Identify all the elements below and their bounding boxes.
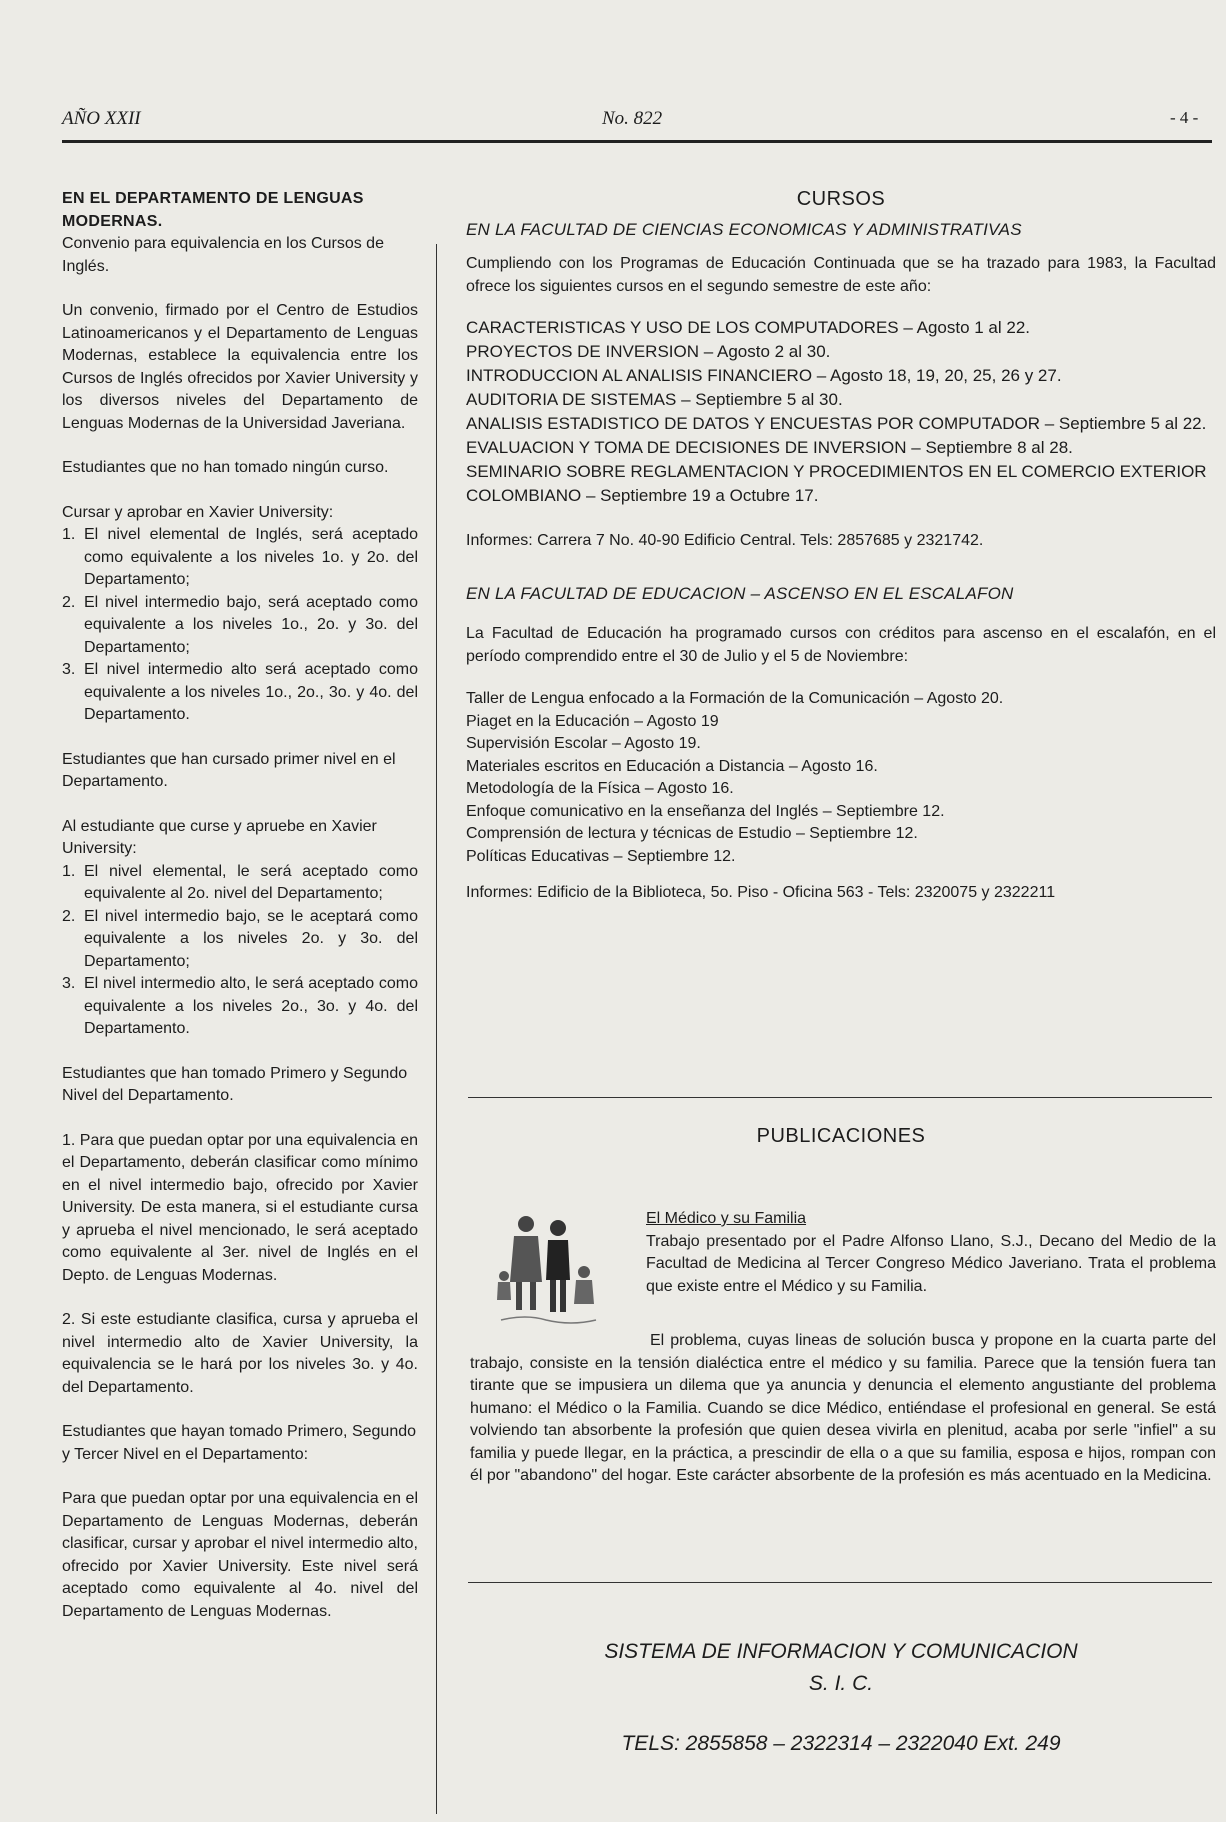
fac2-course-list [466, 688, 1216, 868]
publication-summary [646, 1208, 1216, 1298]
list-item: INTRODUCCION AL ANALISIS FINANCIERO – Agosto 18, 19, 20, 25, 26 y 27. [466, 366, 1062, 385]
list-item: SEMINARIO SOBRE REGLAMENTACION Y PROCEDIMIENTOS EN EL COMERCIO EXTERIOR COLOMBIANO – Septiembre 19 a Octubre 17. [466, 462, 1207, 505]
list-item: Comprensión de lectura y técnicas de Estudio – Septiembre 12. [466, 825, 918, 842]
fac1-info: Informes: Carrera 7 No. 40-90 Edificio Central. Tels: 2857685 y 2321742. [466, 532, 984, 549]
publicaciones-title-wrap [466, 1125, 1216, 1148]
section-subtitle: Convenio para equivalencia en los Cursos de Inglés. [62, 235, 384, 275]
book-summary: Trabajo presentado por el Padre Alfonso Llano, S.J., Decano del Medio de la Facultad de Medicina al Tercer Congreso Médico Javeriano. Trata el problema que existe entre el Médico y su Familia. [646, 1232, 1216, 1295]
fac2-intro: La Facultad de Educación ha programado cursos con créditos para ascenso en el escalafón, en el período comprendido entre el 30 de Julio y el 5 de Noviembre: [466, 625, 1216, 665]
sic-footer [466, 1640, 1216, 1756]
list-item: EVALUACION Y TOMA DE DECISIONES DE INVERSION – Septiembre 8 al 28. [466, 438, 1073, 457]
header-rule [62, 140, 1212, 143]
section-rule [468, 1097, 1212, 1098]
list-item: AUDITORIA DE SISTEMAS – Septiembre 5 al 30. [466, 390, 843, 409]
group-1-title: Estudiantes que no han tomado ningún curso. [62, 459, 389, 476]
list-item: Políticas Educativas – Septiembre 12. [466, 847, 736, 865]
sic-phones: TELS: 2855858 – 2322314 – 2322040 Ext. 249 [621, 1732, 1061, 1755]
section-rule [468, 1582, 1212, 1583]
section-title: EN EL DEPARTAMENTO DE LENGUAS MODERNAS. [62, 190, 364, 230]
fac1-title: EN LA FACULTAD DE CIENCIAS ECONOMICAS Y ADMINISTRATIVAS [466, 219, 1022, 239]
fac1-intro: Cumpliendo con los Programas de Educación Continuada que se ha trazado para 1983, la Facultad ofrece los siguientes cursos en el segundo semestre de este año: [466, 255, 1216, 295]
list-item: 3. El nivel intermedio alto, le será aceptado como equivalente a los niveles 2o., 3o. y 4o. del Departamento. [62, 975, 418, 1037]
book-description: El problema, cuyas lineas de solución busca y propone en la cuarta parte del trabajo, consiste en la tensión dialéctica entre el médico y su familia. Parece que la tensión fuera tan tirante que se impusiera un dilema que ya anuncia y denuncia el elemento angustiante del problema humano: el Médico o la Familia. Cuando se dice Médico, entiéndase el profesional en general. Se está volviendo tan absorbente la profesión que quien desea vivirla en plenitud, acaba por serle "infiel" a su familia y puede llegar, en la práctica, a prescindir de ella o a que su familia, esposa e hijos, rompan con él por "abandono" del hogar. Este carácter absorbente de la profesión es más acentuado en la Medicina. [470, 1332, 1216, 1484]
sic-acronym: S. I. C. [808, 1672, 874, 1695]
group-4-para: Para que puedan optar por una equivalencia en el Departamento de Lenguas Modernas, deberán clasificar, cursar y aprobar el nivel intermedio alto, ofrecido por Xavier University. Este nivel será aceptado como equivalente al 4o. nivel del Departamento de Lenguas Modernas. [62, 1490, 418, 1620]
group-4-title: Estudiantes que hayan tomado Primero, Segundo y Tercer Nivel en el Departamento: [62, 1423, 417, 1463]
header-number: No. 822 [602, 108, 663, 129]
list-item: Piaget en la Educación – Agosto 19 [466, 712, 719, 730]
list-item: ANALISIS ESTADISTICO DE DATOS Y ENCUESTAS POR COMPUTADOR – Septiembre 5 al 22. [466, 414, 1207, 433]
header-page: - 4 - [1170, 108, 1199, 127]
list-item: Enfoque comunicativo en la enseñanza del Inglés – Septiembre 12. [466, 802, 945, 820]
column-divider [436, 244, 437, 1814]
group-3-para-2: 2. Si este estudiante clasifica, cursa y aprueba el nivel intermedio alto de Xavier University, la equivalencia se le hará por los niveles 3o. y 4o. del Departamento. [62, 1311, 418, 1396]
group-3-para-1: 1. Para que puedan optar por una equivalencia en el Departamento, deberán clasificar como mínimo en el nivel intermedio bajo, ofrecido por Xavier University. De esta manera, si el estudiante cursa y aprueba el nivel mencionado, le será aceptado como equivalente al 3er. nivel de Inglés en el Depto. de Lenguas Modernas. [62, 1131, 418, 1284]
list-item: Taller de Lengua enfocado a la Formación de la Comunicación – Agosto 20. [466, 690, 1004, 707]
list-item: 2. El nivel intermedio bajo, será aceptado como equivalente a los niveles 1o., 2o. y 3o. del Departamento; [62, 593, 418, 656]
list-item: 1. El nivel elemental, le será aceptado como equivalente al 2o. nivel del Departamento; [62, 862, 418, 902]
list-item: 2. El nivel intermedio bajo, se le aceptará como equivalente a los niveles 2o. y 3o. del Departamento; [62, 907, 418, 970]
list-item: Materiales escritos en Educación a Distancia – Agosto 16. [466, 757, 878, 775]
publicaciones-title: PUBLICACIONES [756, 1125, 926, 1147]
sic-name: SISTEMA DE INFORMACION Y COMUNICACION [604, 1640, 1078, 1663]
list-item: Metodología de la Física – Agosto 16. [466, 780, 734, 797]
list-item: Supervisión Escolar – Agosto 19. [466, 735, 701, 752]
left-column [62, 188, 418, 1623]
right-column [466, 188, 1216, 905]
group-2-lead: Al estudiante que curse y apruebe en Xavier University: [62, 817, 377, 857]
list-item: CARACTERISTICAS Y USO DE LOS COMPUTADORES – Agosto 1 al 22. [466, 318, 1031, 337]
list-item: PROYECTOS DE INVERSION – Agosto 2 al 30. [466, 342, 831, 361]
cursos-title: CURSOS [796, 188, 886, 210]
header-year: AÑO XXII [62, 108, 141, 129]
fac1-course-list [466, 316, 1216, 508]
fac2-title: EN LA FACULTAD DE EDUCACION – ASCENSO EN EL ESCALAFON [466, 583, 1014, 603]
group-2-title: Estudiantes que han cursado primer nivel en el Departamento. [62, 750, 396, 790]
family-illustration [496, 1212, 606, 1330]
list-item: 3. El nivel intermedio alto será aceptado como equivalente a los niveles 1o., 2o., 3o. y 4o. del Departamento. [62, 661, 418, 723]
intro-paragraph: Un convenio, firmado por el Centro de Estudios Latinoamericanos y el Departamento de Lenguas Modernas, establece la equivalencia entre los Cursos de Inglés ofrecidos por Xavier University y los diversos niveles del Departamento de Lenguas Modernas de la Universidad Javeriana. [62, 302, 418, 432]
fac2-info: Informes: Edificio de la Biblioteca, 5o. Piso - Oficina 563 - Tels: 2320075 y 2322211 [466, 884, 1056, 901]
group-1-lead: Cursar y aprobar en Xavier University: [62, 503, 334, 521]
book-title: El Médico y su Familia [646, 1210, 807, 1227]
group-3-title: Estudiantes que han tomado Primero y Segundo Nivel del Departamento. [62, 1064, 408, 1104]
list-item: 1. El nivel elemental de Inglés, será aceptado como equivalente a los niveles 1o. y 2o. del Departamento; [62, 526, 418, 588]
